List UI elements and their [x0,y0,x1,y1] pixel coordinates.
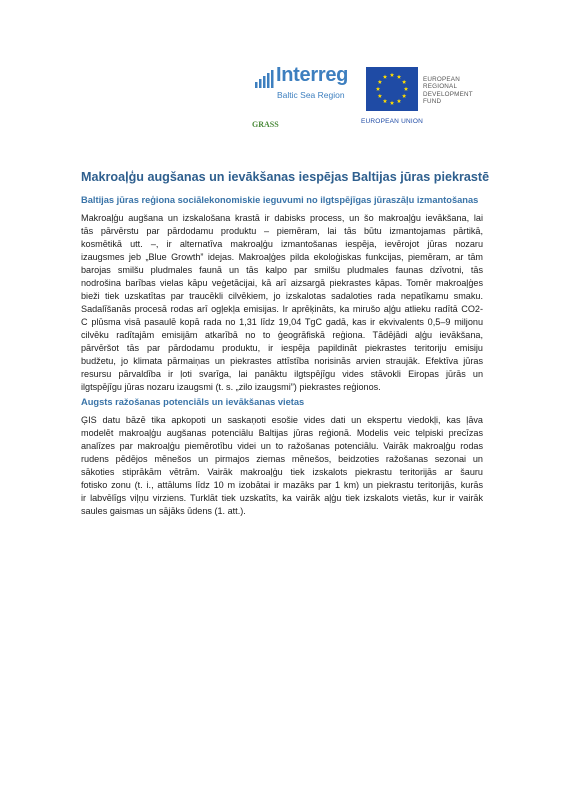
document-title: Makroaļģu augšanas un ievākšanas iespējas Baltijas jūras piekrastē [81,170,490,184]
paragraph-line: bieži tiek uzskatītas par traucēkli cilvēkiem, jo izskalotas sadaloties rada nepatīkamu smaku. [81,291,483,301]
erdf-line: EUROPEAN [423,76,460,83]
paragraph-line: pārvēršot tās par pārdodamu produktu, ir iespēja papildināt piekrastes teritoriju emisiju [81,343,483,353]
paragraph-line: ilgtspējīgu jūras nozaru izaugsmi (t. s. „zilo izaugsmi”) piekrastes reģionos. [81,382,381,392]
paragraph-line: Sadalīšanās procesā rodas arī ogļekļa emisijas. Ir aprēķināts, ka mirušo aļģu atlieku radītā CO2- [81,304,483,314]
project-label: GRASS [252,120,279,129]
document-subtitle: Baltijas jūras reģiona sociālekonomiskie ieguvumi no ilgtspējīgas jūraszāļu izmantošanas [81,195,479,205]
interreg-subtitle: Baltic Sea Region [277,90,345,100]
paragraph-line: cilvēku radītajām emisijām atkarībā no to ģeogrāfiskā reģiona. Tādējādi aļģu ievākšana, [81,330,483,340]
paragraph-line: resursu pārvaldība ir ļoti svarīga, lai panāktu ilgtspējīgu vides stāvokli Eiropas jūrās un [81,369,483,379]
paragraph-line: fotisko zonu (t. i., attālums līdz 10 m izobātai ir mazāks par 1 km) un piekrastu teritorijās, kurās [81,480,483,490]
paragraph-line: kosmētikā utt. –, ir alternatīva makroaļģu izmantošanas iespēja, ievērojot jūras nozaru [81,239,483,249]
signal-bars-icon [254,68,276,90]
paragraph-line: saules gaismas un sājāks ūdens (1. att.). [81,506,246,516]
erdf-line: REGIONAL [423,83,458,91]
paragraph-line: barojas smilšu pludmales faunā un tās kalpo par smilšu pludmales faunas dzīvotni, tās [81,265,483,275]
erdf-line: FUND [423,97,442,105]
erdf-line: DEVELOPMENT [423,90,473,98]
paragraph-production [81,414,483,518]
paragraph-line: ir labvēlīgs viļņu virziens. Turklāt tiek uzskatīts, ka vairāk aļģu tiek izskalots vietās, kur ir vairāk [81,493,483,503]
eu-flag-icon [366,67,418,111]
paragraph-line: analīzes par makroaļģu piemērotību videi un to ražošanas potenciālu. Vairāk makroaļģu rodas [81,441,483,451]
paragraph-line: budžetu, jo klimata pārmaiņas un piekrastes attīstība norisinās arvien straujāk. Efektīva jūras [81,356,483,366]
paragraph-line: nodrošina barības vielas kāpu veģetācijai, kā arī aizsargā piekrastes kāpas. Tomēr makroaļģes [81,278,483,288]
section-heading-production: Augsts ražošanas potenciāls un ievākšanas vietas [81,397,305,407]
paragraph-line: Makroaļģu augšana un izskalošana krastā ir dabisks process, un šo makroaļģu ievākšana, lai [81,213,483,223]
paragraph-line: ĢIS datu bāzē tika apkopoti un saskaņoti esošie vides dati un ekspertu viedokļi, kas ļāva [81,415,483,425]
paragraph-line: C plūsma visā pasaulē kopā rada no 1,31 līdz 19,04 TgC gadā, kas ir ekvivalents 0,5–9 miljonu [81,317,483,327]
eu-label: EUROPEAN UNION [360,118,424,125]
erdf-label [423,76,503,105]
paragraph-line: rudens pēdējos mēnešos un pirmajos ziemas mēnešos, beidzoties ražošanas sezonai un [81,454,483,464]
interreg-logo [252,62,362,134]
paragraph-line: tās pārvērstu par pārdodamu produktu – piemēram, lai tās būtu izmantojamas pārtikā, [81,226,483,236]
paragraph-line: modelēt makroaļģu augšanas potenciālu Baltijas jūras reģionā. Modelis veic telpiski precīzas [81,428,483,438]
interreg-wordmark: Interreg [276,64,349,86]
paragraph-intro [81,212,483,394]
paragraph-line: sākoties stiprākām vētrām. Vairāk makroaļģu tiek izskalots piekrastu teritorijās ar šauru [81,467,483,477]
paragraph-line: izaugsmes jeb „Blue Growth” idejas. Makroaļģes pilda ekoloģiskas funkcijas, piemēram, ar tām [81,252,483,262]
